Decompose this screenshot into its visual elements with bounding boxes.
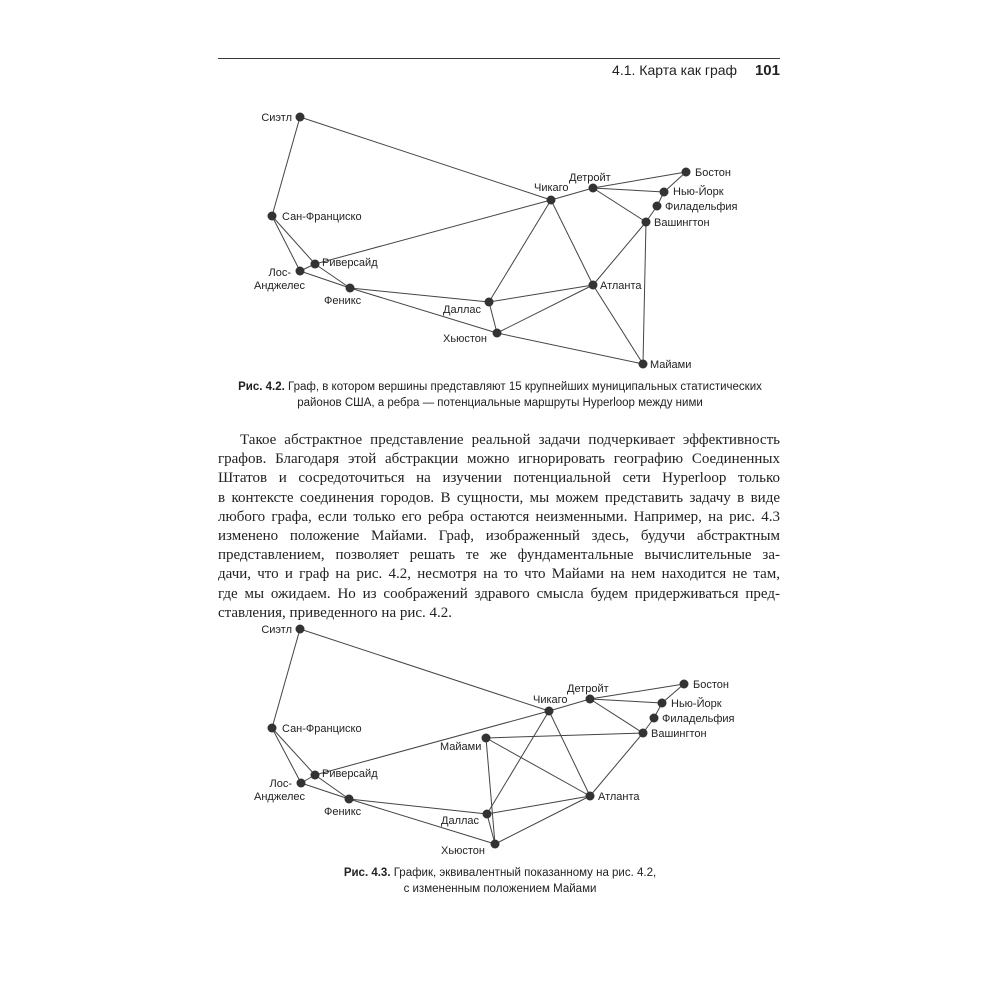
edge-houston-atlanta (497, 285, 593, 333)
edge-detroit-newyork (590, 699, 662, 703)
node-atlanta (589, 281, 598, 290)
text-line: ставления, приведенного на рис. 4.2. (218, 604, 453, 621)
node-houston (491, 840, 500, 849)
edge-riverside-chicago (315, 200, 551, 264)
node-losangeles (296, 267, 305, 276)
edge-atlanta-miami (486, 738, 590, 796)
node-miami (482, 734, 491, 743)
edge-riverside-chicago (315, 711, 549, 775)
node-chicago (547, 196, 556, 205)
caption-line: с измененным положением Майами (403, 883, 597, 895)
label-detroit: Детройт (567, 683, 609, 695)
text-line: в контексте соединения городов. В сущности, мы можем представить задачу в виде (218, 489, 780, 506)
caption-text: Граф, в котором вершины представляют 15 крупнейших муниципальных статистических (284, 381, 762, 393)
running-head (612, 62, 780, 79)
node-dallas (485, 298, 494, 307)
label-miami: Майами (650, 359, 692, 371)
node-washington (642, 218, 651, 227)
edge-phoenix-dallas (349, 799, 487, 814)
label-seattle: Сиэтл (261, 112, 292, 124)
edge-washington-atlanta (593, 222, 646, 285)
label-detroit: Детройт (569, 172, 611, 184)
label-dallas: Даллас (443, 304, 482, 316)
edge-seattle-chicago (300, 629, 549, 711)
caption-text: График, эквивалентный показанному на рис. 4.2, (390, 867, 657, 879)
text-line: графов. Благодаря этой абстракции можно игнорировать географию Соединенных (218, 451, 780, 468)
label-miami: Майами (440, 741, 482, 753)
label-riverside: Риверсайд (322, 257, 378, 269)
edge-detroit-washington (590, 699, 643, 733)
label-losangeles-line1: Лос- (268, 267, 291, 279)
edge-chicago-atlanta (551, 200, 593, 285)
label-washington: Вашингтон (654, 217, 710, 229)
node-riverside (311, 771, 320, 780)
graph-labels (254, 624, 735, 857)
label-houston: Хьюстон (443, 333, 487, 345)
edge-dallas-atlanta (487, 796, 590, 814)
node-boston (682, 168, 691, 177)
edge-seattle-chicago (300, 117, 551, 200)
text-line: Штатов и сосредоточиться на изучении потенциальной сети Hyperloop только (218, 470, 780, 487)
node-newyork (658, 699, 667, 708)
node-atlanta (586, 792, 595, 801)
caption-line (200, 865, 800, 881)
label-houston: Хьюстон (441, 845, 485, 857)
edge-phoenix-dallas (350, 288, 489, 302)
label-boston: Бостон (695, 167, 731, 179)
text-line: дачи, что и граф на рис. 4.2, несмотря на то что Майами на нем находится не там, (218, 566, 780, 583)
node-newyork (660, 188, 669, 197)
header-rule (218, 58, 780, 59)
body-paragraph (218, 431, 780, 623)
node-sanfrancisco (268, 212, 277, 221)
label-dallas: Даллас (441, 815, 480, 827)
node-detroit (589, 184, 598, 193)
text-line: Такое абстрактное представление реальной задачи подчеркивает эффективность (240, 432, 780, 448)
figure-4-3-caption (200, 865, 800, 897)
label-phoenix: Феникс (324, 806, 362, 818)
label-losangeles-line2: Анджелес (254, 791, 305, 803)
label-chicago: Чикаго (534, 182, 569, 194)
node-miami (639, 360, 648, 369)
edge-chicago-atlanta (549, 711, 590, 796)
label-newyork: Нью-Йорк (671, 698, 722, 710)
text-line: представлением, позволяет решать те же фундаментальные вычислительные за- (218, 547, 780, 564)
node-seattle (296, 113, 305, 122)
figure-4-3-graph (0, 614, 1000, 864)
edge-detroit-newyork (593, 188, 664, 192)
node-washington (639, 729, 648, 738)
edge-houston-miami (497, 333, 643, 364)
edge-washington-atlanta (590, 733, 643, 796)
node-philadelphia (653, 202, 662, 211)
label-losangeles-line2: Анджелес (254, 280, 305, 292)
label-phoenix: Феникс (324, 295, 362, 307)
page-number: 101 (754, 62, 780, 79)
label-philadelphia: Филадельфия (662, 713, 735, 725)
label-philadelphia: Филадельфия (665, 201, 738, 213)
figure-4-2-caption (200, 379, 800, 411)
label-washington: Вашингтон (651, 728, 707, 740)
node-dallas (483, 810, 492, 819)
edge-dallas-houston (489, 302, 497, 333)
label-riverside: Риверсайд (322, 768, 378, 780)
edge-washington-miami (486, 733, 643, 738)
edge-losangeles-phoenix (300, 271, 350, 288)
node-phoenix (345, 795, 354, 804)
text-line: где мы ожидаем. Но из соображений здравого смысла будем придерживаться пред- (218, 585, 780, 602)
text-line: изменено положение Майами. Граф, изображенный здесь, будучи абстрактным (218, 528, 780, 545)
edge-dallas-chicago (487, 711, 549, 814)
node-seattle (296, 625, 305, 634)
edge-seattle-sanfrancisco (272, 629, 300, 728)
caption-line: районов США, а ребра — потенциальные маршруты Hyperloop между ними (297, 397, 703, 409)
edge-atlanta-miami (593, 285, 643, 364)
graph-nodes (268, 113, 691, 369)
edge-washington-miami (643, 222, 646, 364)
section-title: 4.1. Карта как граф (612, 62, 738, 78)
caption-label: Рис. 4.2. (238, 381, 285, 393)
edge-dallas-chicago (489, 200, 551, 302)
label-atlanta: Атланта (600, 280, 642, 292)
label-seattle: Сиэтл (261, 624, 292, 636)
label-sanfrancisco: Сан-Франциско (282, 723, 362, 735)
caption-line (200, 379, 800, 395)
node-philadelphia (650, 714, 659, 723)
node-phoenix (346, 284, 355, 293)
label-chicago: Чикаго (533, 694, 568, 706)
node-houston (493, 329, 502, 338)
text-line: любого графа, если только его ребра остаются неизменными. Например, на рис. 4.3 (218, 508, 780, 525)
node-sanfrancisco (268, 724, 277, 733)
caption-label: Рис. 4.3. (343, 867, 391, 879)
graph-edges (272, 117, 686, 364)
node-boston (680, 680, 689, 689)
edge-houston-atlanta (495, 796, 590, 844)
label-boston: Бостон (693, 679, 729, 691)
label-sanfrancisco: Сан-Франциско (282, 211, 362, 223)
node-losangeles (297, 779, 306, 788)
node-detroit (586, 695, 595, 704)
edge-dallas-atlanta (489, 285, 593, 302)
edge-losangeles-phoenix (301, 783, 349, 799)
label-newyork: Нью-Йорк (673, 186, 724, 198)
edge-sanfrancisco-riverside (272, 216, 315, 264)
label-losangeles-line1: Лос- (269, 778, 292, 790)
node-chicago (545, 707, 554, 716)
label-atlanta: Атланта (598, 791, 640, 803)
edge-sanfrancisco-losangeles (272, 216, 300, 271)
edge-seattle-sanfrancisco (272, 117, 300, 216)
node-riverside (311, 260, 320, 269)
figure-4-2-graph (0, 100, 1000, 380)
edge-detroit-washington (593, 188, 646, 222)
